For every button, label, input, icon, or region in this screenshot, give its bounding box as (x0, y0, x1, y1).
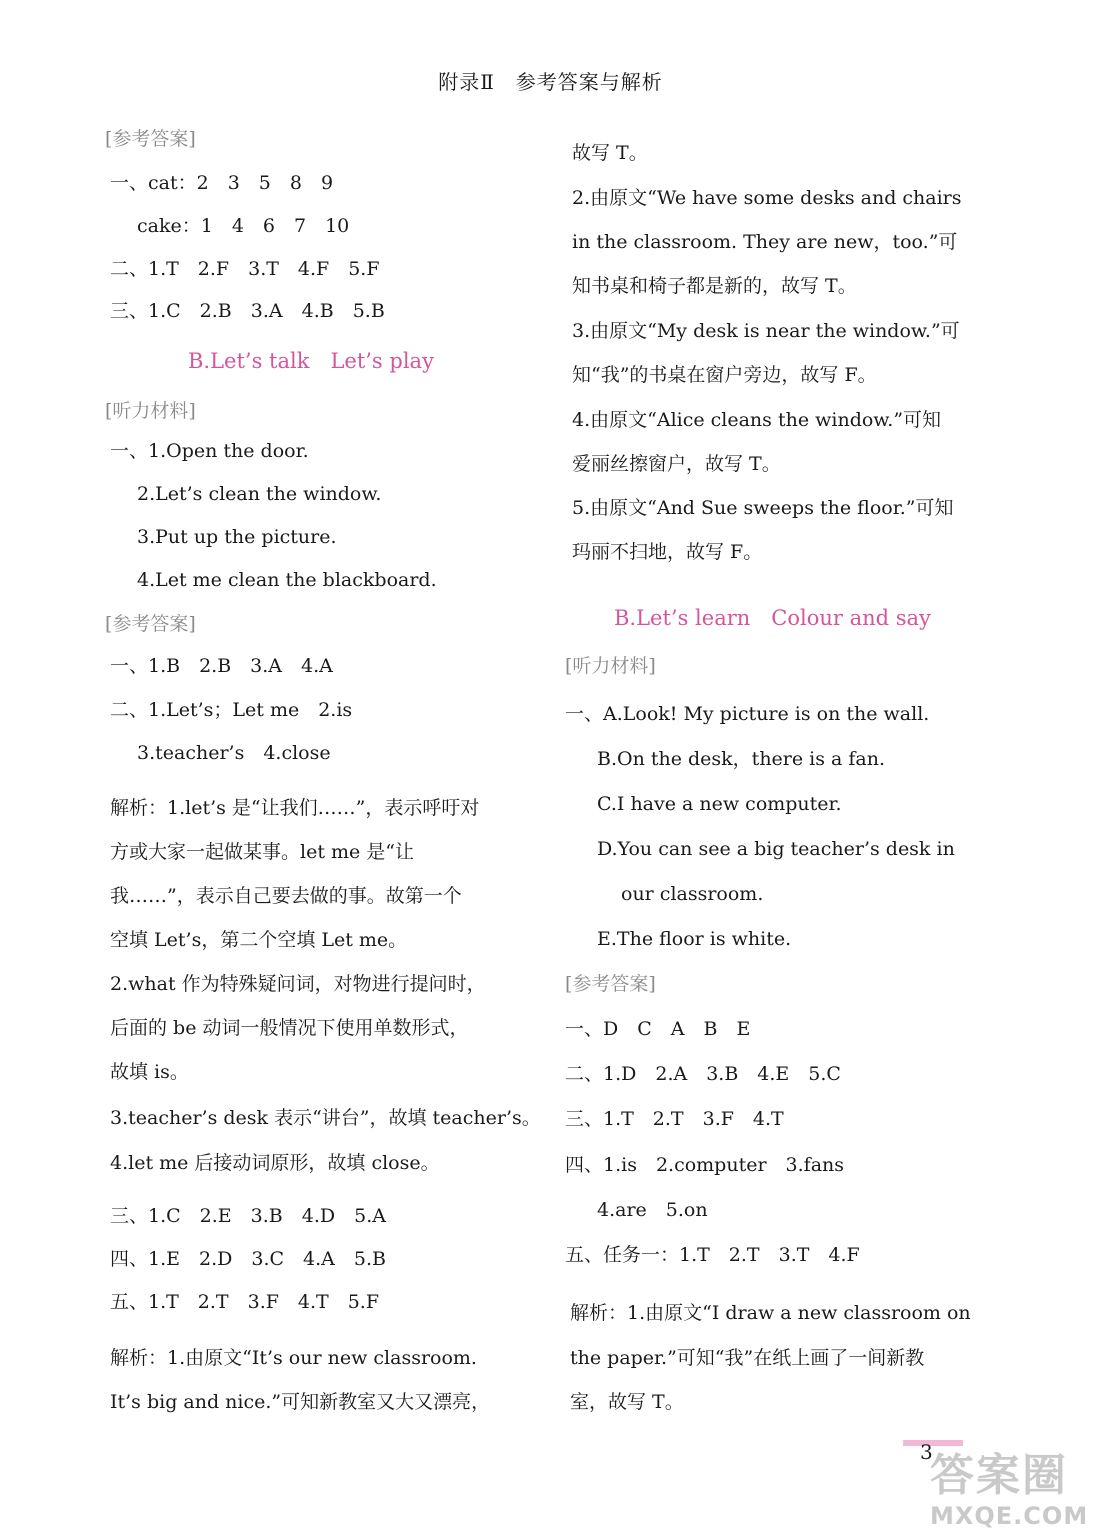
text-line: 玛丽不扫地，故写 F。 (572, 541, 763, 563)
text-line: 解析：1.由原文“It’s our new classroom. (110, 1347, 477, 1369)
text-line: 一、cat：2 3 5 8 9 (110, 172, 334, 194)
text-line: 知书桌和椅子都是新的，故写 T。 (572, 275, 857, 297)
text-line: 故写 T。 (572, 142, 648, 164)
text-line: 3.由原文“My desk is near the window.”可 (572, 320, 960, 342)
text-line: 四、1.is 2.computer 3.fans (565, 1154, 845, 1176)
text-line: 4.Let me clean the blackboard. (137, 569, 437, 591)
text-line: 4.let me 后接动词原形，故填 close。 (110, 1152, 440, 1174)
text-line: B.On the desk，there is a fan. (597, 748, 886, 770)
text-line: 三、1.C 2.E 3.B 4.D 5.A (110, 1205, 386, 1227)
text-line: 方或大家一起做某事。let me 是“让 (110, 841, 415, 863)
page-number: 3 (920, 1440, 933, 1464)
bracket-label: [参考答案] (565, 973, 656, 995)
text-line: our classroom. (621, 883, 764, 905)
page-header: 附录Ⅱ 参考答案与解析 (438, 70, 663, 94)
bracket-label: [参考答案] (105, 128, 196, 150)
text-line: 爱丽丝擦窗户，故写 T。 (572, 453, 781, 475)
text-line: 4.由原文“Alice cleans the window.”可知 (572, 409, 942, 431)
text-line: It’s big and nice.”可知新教室又大又漂亮， (110, 1391, 491, 1413)
text-line: 解析：1.由原文“I draw a new classroom on (570, 1302, 971, 1324)
text-line: 二、1.T 2.F 3.T 4.F 5.F (110, 258, 380, 280)
text-line: 空填 Let’s，第二个空填 Let me。 (110, 929, 408, 951)
text-line: 四、1.E 2.D 3.C 4.A 5.B (110, 1248, 386, 1270)
text-line: 后面的 be 动词一般情况下使用单数形式， (110, 1017, 469, 1039)
text-line: 知“我”的书桌在窗户旁边，故写 F。 (572, 364, 877, 386)
section-heading: B.Let’s learn Colour and say (614, 606, 931, 630)
text-line: 解析：1.let’s 是“让我们……”，表示呼吁对 (110, 797, 480, 819)
text-line: 室，故写 T。 (570, 1391, 684, 1413)
text-line: 3.Put up the picture. (137, 526, 337, 548)
text-line: 故填 is。 (110, 1061, 189, 1083)
bracket-label: [参考答案] (105, 613, 196, 635)
text-line: 三、1.C 2.B 3.A 4.B 5.B (110, 300, 385, 322)
text-line: 2.Let’s clean the window. (137, 483, 382, 505)
text-line: 4.are 5.on (597, 1199, 708, 1221)
page-number-bar (903, 1440, 963, 1446)
text-line: 2.由原文“We have some desks and chairs (572, 187, 962, 209)
text-line: C.I have a new computer. (597, 793, 842, 815)
text-line: 二、1.D 2.A 3.B 4.E 5.C (565, 1063, 841, 1085)
text-line: 3.teacher’s 4.close (137, 742, 331, 764)
text-line: 3.teacher’s desk 表示“讲台”，故填 teacher’s。 (110, 1107, 541, 1129)
section-heading: B.Let’s talk Let’s play (188, 349, 434, 373)
text-line: 五、任务一：1.T 2.T 3.T 4.F (565, 1244, 860, 1266)
text-line: 五、1.T 2.T 3.F 4.T 5.F (110, 1291, 380, 1313)
text-line: the paper.”可知“我”在纸上画了一间新教 (570, 1347, 925, 1369)
text-line: 一、D C A B E (565, 1018, 751, 1040)
watermark-logo (930, 1452, 1090, 1528)
text-line: 一、1.B 2.B 3.A 4.A (110, 655, 333, 677)
text-line: 我……”，表示自己要去做的事。故第一个 (110, 885, 462, 907)
text-line: D.You can see a big teacher’s desk in (597, 838, 955, 860)
text-line: cake：1 4 6 7 10 (137, 215, 350, 237)
text-line: 5.由原文“And Sue sweeps the floor.”可知 (572, 497, 954, 519)
text-line: 一、A.Look! My picture is on the wall. (565, 703, 930, 725)
text-line: in the classroom. They are new，too.”可 (572, 231, 958, 253)
watermark-title: 答案圈 (930, 1450, 1068, 1501)
text-line: 一、1.Open the door. (110, 440, 309, 462)
text-line: 2.what 作为特殊疑问词，对物进行提问时， (110, 973, 486, 995)
bracket-label: [听力材料] (565, 655, 656, 677)
bracket-label: [听力材料] (105, 400, 196, 422)
text-line: 二、1.Let’s；Let me 2.is (110, 699, 353, 721)
text-line: 三、1.T 2.T 3.F 4.T (565, 1108, 784, 1130)
watermark-url: MXQE.COM (930, 1502, 1089, 1530)
text-line: E.The floor is white. (597, 928, 792, 950)
